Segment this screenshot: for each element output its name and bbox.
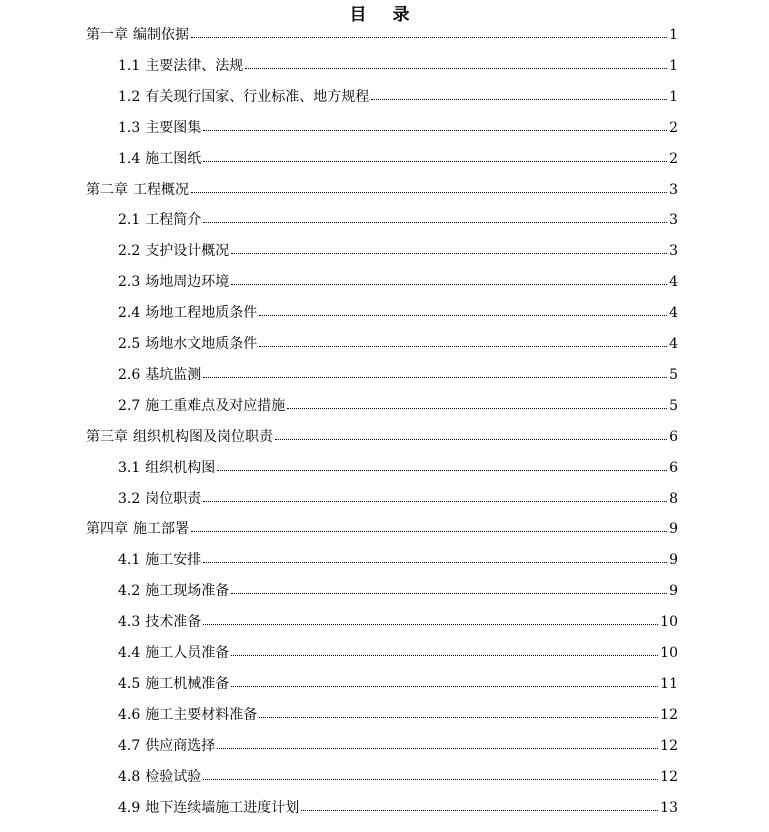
toc-entry[interactable]	[118, 765, 678, 787]
toc-entry-number: 1.4	[118, 151, 141, 167]
toc-entry[interactable]	[86, 178, 678, 200]
toc-entry-label: 岗位职责	[145, 491, 202, 507]
toc-dot-leader	[191, 177, 667, 193]
toc-entry[interactable]	[118, 796, 678, 818]
toc-entry-label: 工程概况	[133, 182, 189, 198]
toc-entry-number: 3.1	[118, 460, 141, 476]
toc-dot-leader	[191, 22, 667, 38]
toc-entry-page-number: 10	[660, 645, 678, 661]
toc-entry-label: 施工安排	[145, 552, 202, 568]
toc-dot-leader	[371, 84, 667, 100]
toc-entry[interactable]	[118, 579, 678, 601]
toc-title: 目 录	[349, 5, 420, 25]
toc-dot-leader	[301, 795, 658, 811]
toc-entry-label: 组织机构图及岗位职责	[133, 429, 273, 445]
toc-dot-leader	[217, 733, 658, 749]
toc-entry[interactable]	[118, 394, 678, 416]
toc-dot-leader	[231, 671, 658, 687]
toc-entry-number: 2.4	[118, 305, 141, 321]
toc-entry-number: 4.3	[118, 614, 141, 630]
toc-entry-label: 施工现场准备	[145, 583, 230, 599]
toc-dot-leader	[231, 269, 667, 285]
toc-entry-page-number: 3	[669, 182, 678, 198]
toc-entry-number: 4.7	[118, 738, 141, 754]
toc-entry-number: 4.6	[118, 707, 141, 723]
toc-entry-page-number: 1	[669, 58, 678, 74]
toc-entry-number: 第四章	[86, 521, 128, 537]
toc-entry-page-number: 11	[660, 676, 678, 692]
toc-entry-page-number: 2	[669, 120, 678, 136]
toc-dot-leader	[191, 516, 667, 532]
toc-entry-page-number: 5	[669, 367, 678, 383]
toc-entry-label: 支护设计概况	[145, 243, 230, 259]
toc-entry-page-number: 8	[669, 491, 678, 507]
toc-entry-page-number: 4	[669, 274, 678, 290]
toc-entry[interactable]	[86, 23, 678, 45]
toc-entry-page-number: 12	[660, 707, 678, 723]
toc-entry-page-number: 10	[660, 614, 678, 630]
toc-entry[interactable]	[118, 332, 678, 354]
toc-entry-page-number: 5	[669, 398, 678, 414]
toc-entry-label: 施工图纸	[145, 151, 202, 167]
toc-dot-leader	[287, 393, 667, 409]
toc-dot-leader	[203, 207, 667, 223]
toc-entry-page-number: 1	[669, 27, 678, 43]
toc-entry-label: 场地周边环境	[145, 274, 230, 290]
toc-dot-leader	[231, 238, 667, 254]
toc-entry-page-number: 6	[669, 429, 678, 445]
toc-entry-label: 检验试验	[145, 769, 202, 785]
toc-entry-page-number: 4	[669, 305, 678, 321]
toc-entry-page-number: 9	[669, 583, 678, 599]
toc-entry[interactable]	[118, 301, 678, 323]
toc-entry-number: 4.2	[118, 583, 141, 599]
toc-entry-label: 场地工程地质条件	[145, 305, 258, 321]
toc-entry[interactable]	[118, 548, 678, 570]
toc-entry-number: 2.6	[118, 367, 141, 383]
toc-entry[interactable]	[118, 208, 678, 230]
toc-entry-page-number: 3	[669, 243, 678, 259]
toc-entry-number: 4.5	[118, 676, 141, 692]
toc-entry-label: 技术准备	[145, 614, 202, 630]
toc-entry[interactable]	[118, 641, 678, 663]
toc-entry[interactable]	[118, 363, 678, 385]
toc-entry-page-number: 13	[660, 800, 678, 816]
toc-entry-number: 4.8	[118, 769, 141, 785]
toc-entry-page-number: 4	[669, 336, 678, 352]
toc-entry-label: 编制依据	[133, 27, 189, 43]
toc-dot-leader	[231, 640, 658, 656]
toc-dot-leader	[245, 53, 667, 69]
toc-entry-label: 地下连续墙施工进度计划	[145, 800, 300, 816]
toc-entry-number: 2.2	[118, 243, 141, 259]
toc-entry-number: 2.1	[118, 212, 141, 228]
toc-entry[interactable]	[118, 456, 678, 478]
toc-entry-label: 工程简介	[145, 212, 202, 228]
toc-entry-page-number: 12	[660, 738, 678, 754]
toc-dot-leader	[203, 486, 667, 502]
toc-dot-leader	[203, 547, 667, 563]
toc-entry[interactable]	[118, 270, 678, 292]
toc-entry-number: 1.3	[118, 120, 141, 136]
toc-dot-leader	[203, 764, 658, 780]
toc-dot-leader	[203, 146, 667, 162]
toc-dot-leader	[203, 362, 667, 378]
toc-entry[interactable]	[86, 517, 678, 539]
toc-dot-leader	[203, 115, 667, 131]
toc-entry[interactable]	[118, 85, 678, 107]
toc-entry-page-number: 1	[669, 89, 678, 105]
toc-entry[interactable]	[86, 425, 678, 447]
toc-entry-label: 有关现行国家、行业标准、地方规程	[145, 89, 370, 105]
toc-entry-label: 施工人员准备	[145, 645, 230, 661]
toc-entry-label: 供应商选择	[145, 738, 216, 754]
toc-entry-number: 第三章	[86, 429, 128, 445]
toc-entry-number: 2.5	[118, 336, 141, 352]
toc-entry-number: 3.2	[118, 491, 141, 507]
toc-entry[interactable]	[118, 703, 678, 725]
toc-entry-number: 1.2	[118, 89, 141, 105]
toc-entry-page-number: 2	[669, 151, 678, 167]
toc-entry-number: 第一章	[86, 27, 128, 43]
toc-entry-page-number: 3	[669, 212, 678, 228]
toc-entry-label: 施工部署	[133, 521, 189, 537]
toc-entry-number: 4.4	[118, 645, 141, 661]
toc-entry[interactable]	[118, 147, 678, 169]
toc-dot-leader	[217, 455, 667, 471]
toc-entry-page-number: 9	[669, 552, 678, 568]
toc-entry[interactable]	[118, 54, 678, 76]
toc-entry[interactable]	[118, 610, 678, 632]
toc-dot-leader	[259, 702, 658, 718]
toc-entry-label: 施工机械准备	[145, 676, 230, 692]
toc-entry[interactable]	[118, 487, 678, 509]
toc-entry[interactable]	[118, 734, 678, 756]
toc-entry-page-number: 6	[669, 460, 678, 476]
toc-entry-label: 主要法律、法规	[145, 58, 244, 74]
toc-entry[interactable]	[118, 239, 678, 261]
toc-entry-number: 4.1	[118, 552, 141, 568]
toc-entry-label: 施工主要材料准备	[145, 707, 258, 723]
toc-entry-number: 2.3	[118, 274, 141, 290]
toc-dot-leader	[259, 300, 667, 316]
toc-entry[interactable]	[118, 116, 678, 138]
toc-entry-label: 场地水文地质条件	[145, 336, 258, 352]
toc-entry-page-number: 9	[669, 521, 678, 537]
toc-entry-label: 基坑监测	[145, 367, 202, 383]
toc-dot-leader	[203, 609, 658, 625]
toc-entry-number: 2.7	[118, 398, 141, 414]
toc-entry-label: 施工重难点及对应措施	[145, 398, 286, 414]
toc-dot-leader	[231, 578, 667, 594]
toc-dot-leader	[275, 424, 667, 440]
toc-entry[interactable]	[118, 672, 678, 694]
toc-entry-label: 主要图集	[145, 120, 202, 136]
toc-entry-number: 第二章	[86, 182, 128, 198]
toc-entry-number: 4.9	[118, 800, 141, 816]
toc-entry-page-number: 12	[660, 769, 678, 785]
toc-entry-label: 组织机构图	[145, 460, 216, 476]
toc-entry-number: 1.1	[118, 58, 141, 74]
toc-dot-leader	[259, 331, 667, 347]
